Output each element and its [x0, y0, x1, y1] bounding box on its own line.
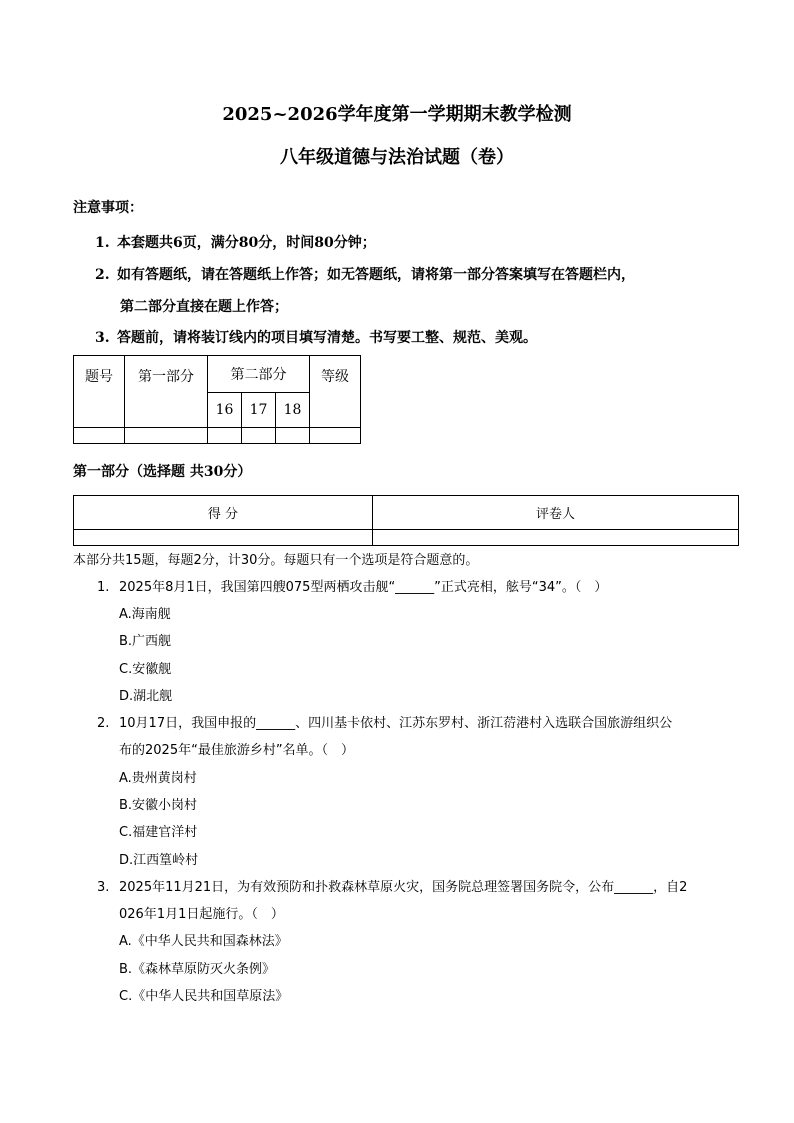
- grader-person-label: 评卷人: [373, 496, 739, 530]
- part1-heading: 第一部分（选择题 共30分）: [73, 464, 252, 480]
- option-d[interactable]: D.江西篁岭村: [119, 853, 199, 868]
- score-cell[interactable]: [242, 428, 276, 444]
- question-text-continuation: 布的2025年“最佳旅游乡村”名单。（ ）: [119, 743, 355, 758]
- option-a[interactable]: A.海南舰: [119, 607, 171, 622]
- notice-item-number: 1.: [95, 235, 110, 251]
- notice-item-continuation: 第二部分直接在题上作答；: [120, 299, 288, 315]
- question-number: 3.: [97, 880, 110, 895]
- score-cell[interactable]: [208, 428, 242, 444]
- question-text: 10月17日，我国申报的______、四川基卡依村、江苏东罗村、浙江葕港村入选联合国旅游组织公: [119, 716, 673, 731]
- score-cell[interactable]: [74, 428, 125, 444]
- question-number: 1.: [97, 580, 110, 595]
- score-cell[interactable]: [276, 428, 310, 444]
- grader-table: [73, 495, 739, 546]
- option-c[interactable]: C.福建官洋村: [119, 825, 198, 840]
- score-cell[interactable]: [125, 428, 208, 444]
- notice-item-text: 答题前，请将装订线内的项目填写清楚。书写要工整、规范、美观。: [117, 330, 537, 346]
- question-text-continuation: 026年1月1日起施行。（ ）: [119, 907, 284, 922]
- header-grade: 等级: [310, 356, 361, 428]
- option-b[interactable]: B.《森林草原防灭火条例》: [119, 962, 276, 977]
- notice-heading: 注意事项：: [73, 200, 143, 216]
- header-part1: 第一部分: [125, 356, 208, 428]
- grader-score-label: 得 分: [74, 496, 373, 530]
- part1-intro: 本部分共15题，每题2分，计30分。每题只有一个选项是符合题意的。: [73, 553, 479, 568]
- notice-item: [95, 327, 537, 347]
- option-d[interactable]: D.湖北舰: [119, 689, 173, 704]
- grader-person-cell[interactable]: [373, 530, 739, 546]
- option-c[interactable]: C.安徽舰: [119, 662, 172, 677]
- notice-item-text: 如有答题纸，请在答题纸上作答；如无答题纸，请将第一部分答案填写在答题栏内，: [117, 267, 635, 283]
- question-text: 2025年11月21日，为有效预防和扑救森林草原火灾，国务院总理签署国务院令，公布______，自2: [119, 880, 688, 895]
- notice-item-number: 3.: [95, 330, 110, 346]
- option-b[interactable]: B.广西舰: [119, 634, 172, 649]
- notice-item-text: 本套题共6页，满分80分，时间80分钟；: [117, 235, 376, 251]
- option-c[interactable]: C.《中华人民共和国草原法》: [119, 989, 289, 1004]
- header-part2: 第二部分: [208, 356, 310, 393]
- question-1: [97, 576, 607, 595]
- question-number: 2.: [97, 716, 110, 731]
- option-a[interactable]: A.贵州黄岗村: [119, 771, 197, 786]
- notice-item: [95, 264, 635, 284]
- notice-item-number: 2.: [95, 267, 110, 283]
- exam-subtitle: 八年级道德与法治试题（卷）: [280, 147, 514, 168]
- score-cell[interactable]: [310, 428, 361, 444]
- score-table: [73, 355, 361, 444]
- header-q17: 17: [242, 393, 276, 428]
- header-q18: 18: [276, 393, 310, 428]
- question-2: [97, 712, 672, 731]
- question-text: 2025年8月1日，我国第四艘075型两栖攻击舰“______”正式亮相，舷号“34”。（ ）: [119, 580, 608, 595]
- notice-item: [95, 232, 376, 252]
- option-b[interactable]: B.安徽小岗村: [119, 798, 198, 813]
- header-question-no: 题号: [74, 356, 125, 428]
- exam-title: 2025~2026学年度第一学期期末教学检测: [222, 104, 572, 125]
- question-3: [97, 876, 687, 895]
- grader-score-cell[interactable]: [74, 530, 373, 546]
- option-a[interactable]: A.《中华人民共和国森林法》: [119, 934, 288, 949]
- header-q16: 16: [208, 393, 242, 428]
